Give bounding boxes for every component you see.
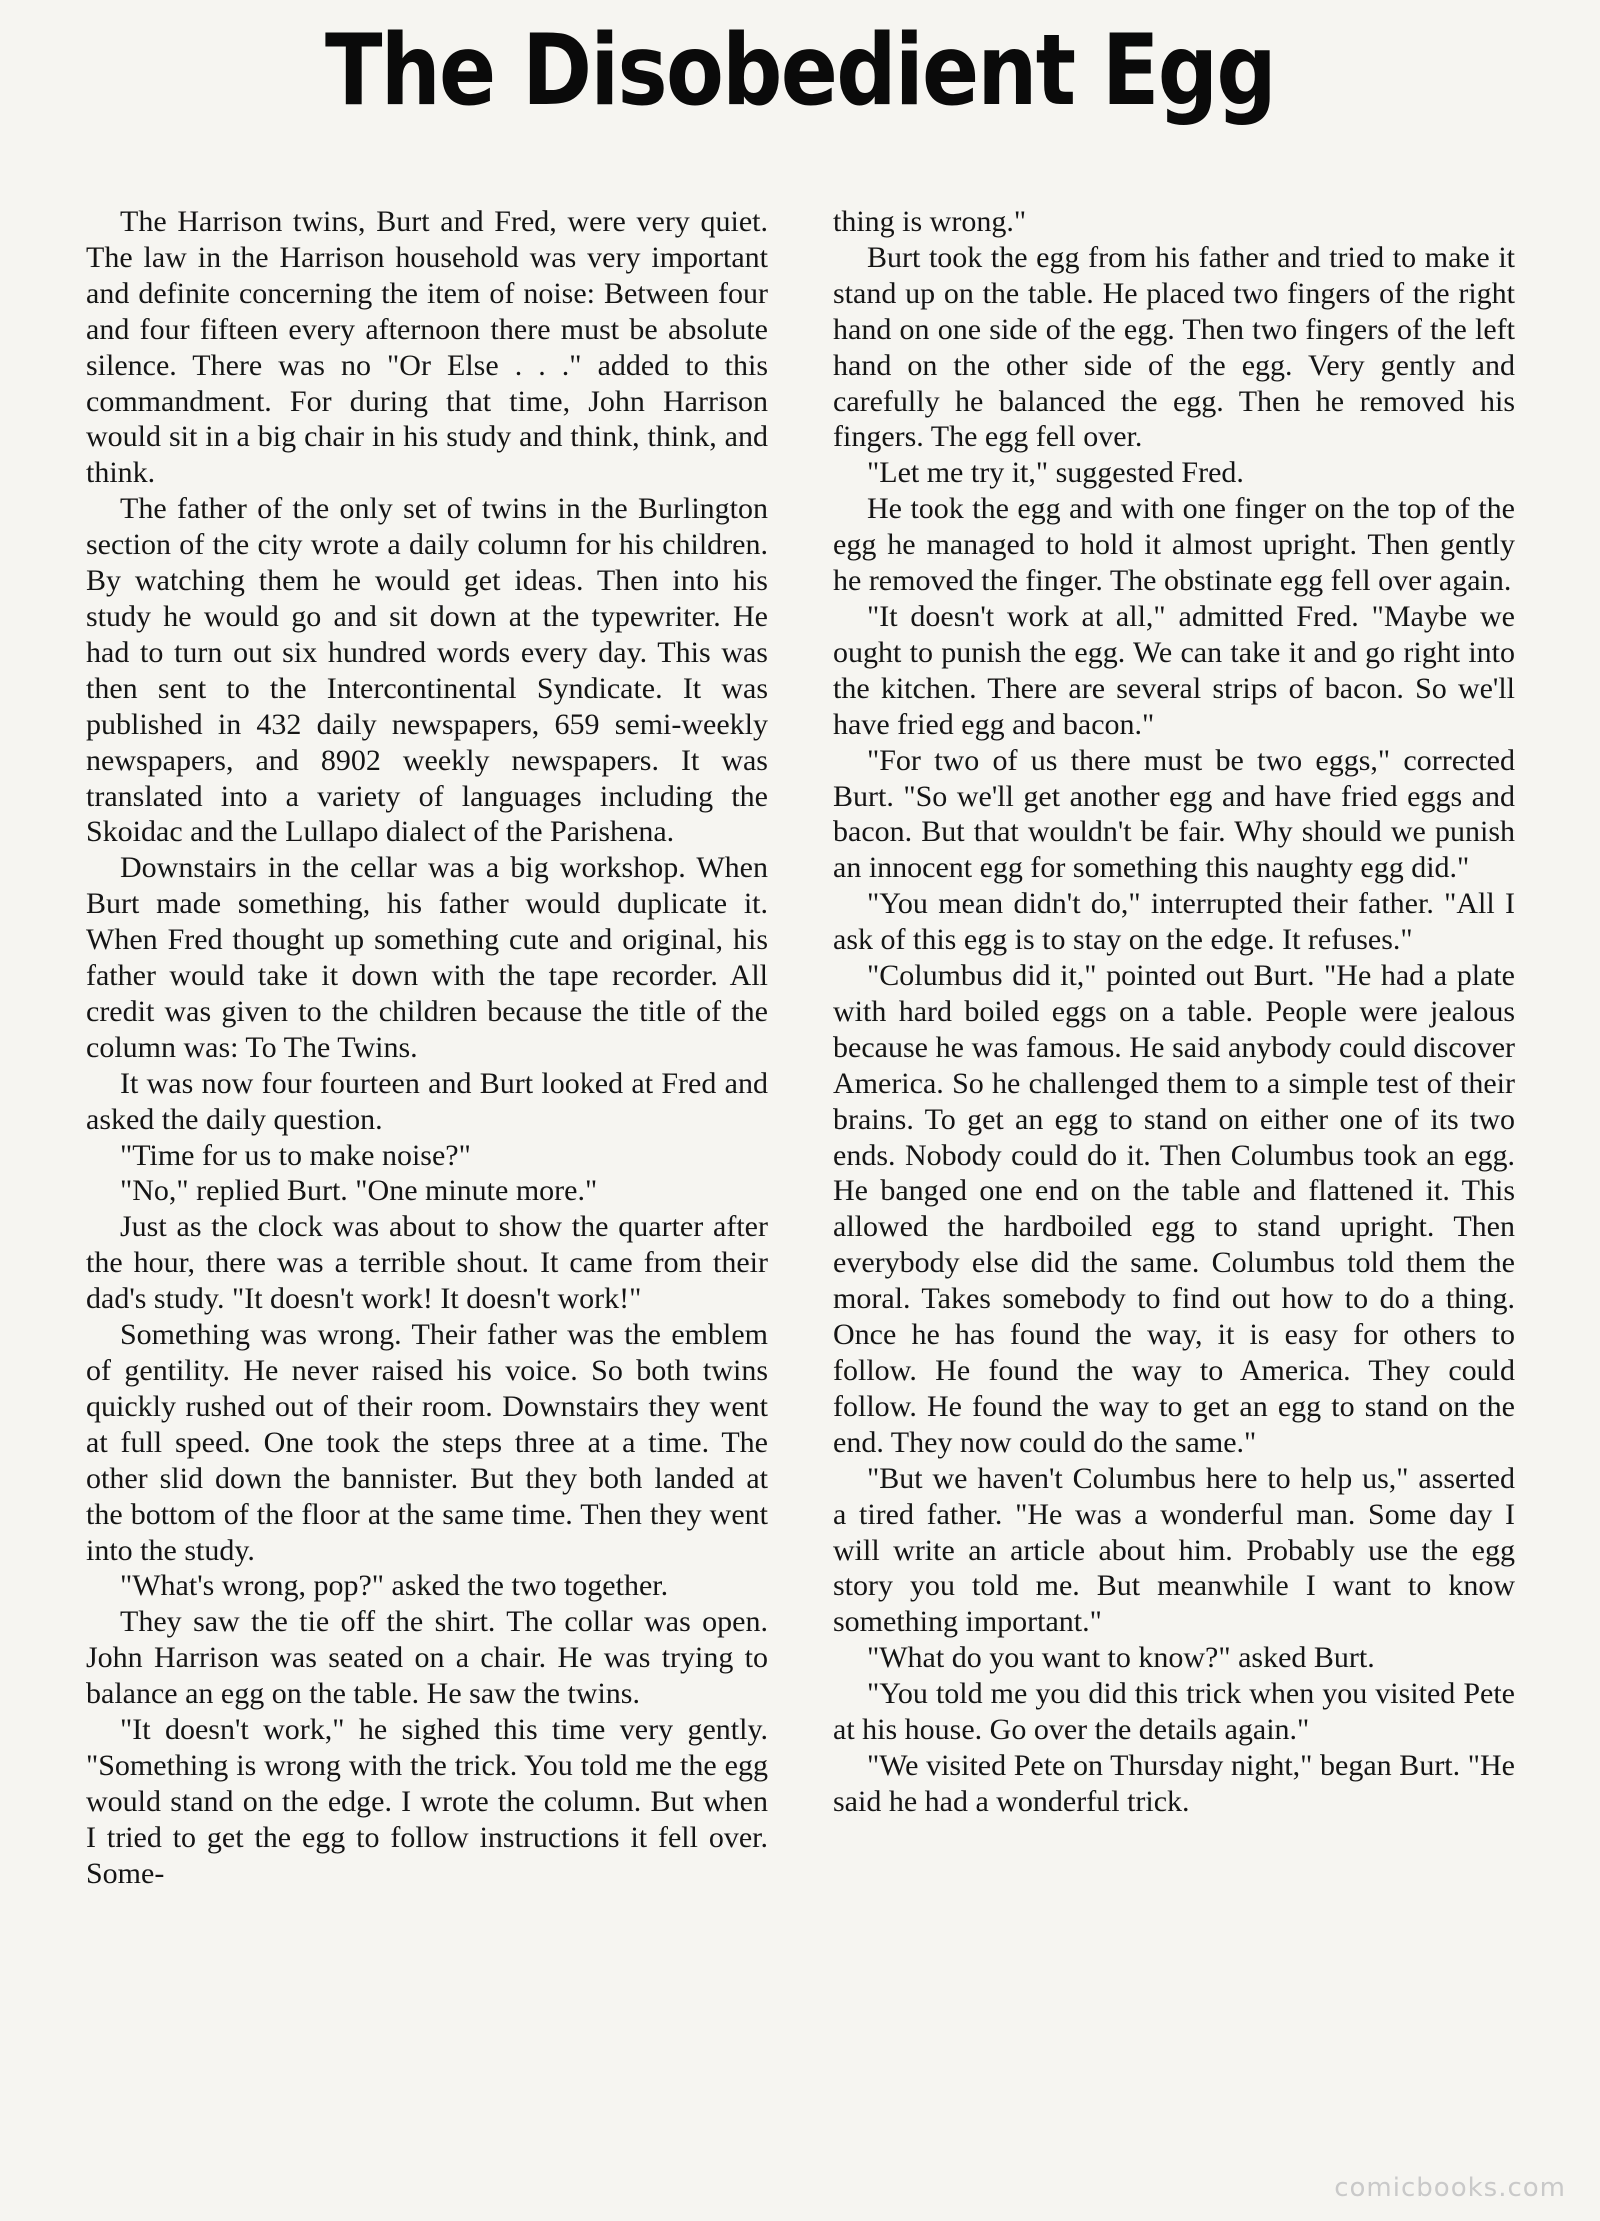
paragraph: "No," replied Burt. "One minute more.": [120, 1174, 598, 1208]
page-title: The Disobedient Egg: [325, 14, 1275, 128]
paragraph: Something was wrong. Their father was the emblem of gentility. He never raised his voice. So both twins quickly rushed out of their room. Downstairs they went at full speed. One took the steps three at a time. The other slid down the bannister. But they both landed at the bottom of the floor at the same time. Then they went into the study.: [86, 1318, 768, 1567]
paragraph: The father of the only set of twins in the Burlington section of the city wrote a daily column for his children. By watching them he would get ideas. Then into his study he would go and sit down at the typewriter. He had to turn out six hundred words every day. This was then sent to the Intercontinental Syndicate. It was published in 432 daily newspapers, 659 semi-weekly newspapers, and 8902 weekly newspapers. It was translated into a variety of languages including the Skoidac and the Lullapo dialect of the Parishena.: [86, 492, 768, 849]
paragraph: It was now four fourteen and Burt looked at Fred and asked the daily question.: [86, 1066, 768, 1136]
paragraph: "You mean didn't do," interrupted their father. "All I ask of this egg is to stay on the edge. It refuses.": [833, 887, 1515, 957]
paragraph: "It doesn't work at all," admitted Fred. "Maybe we ought to punish the egg. We can take it and go right into the kitchen. There are several strips of bacon. So we'll have fried egg and bacon.": [833, 599, 1515, 741]
left-column: [86, 204, 768, 1892]
paragraph: "Time for us to make noise?": [120, 1138, 471, 1172]
paragraph: Burt took the egg from his father and tried to make it stand up on the table. He placed two fingers of the right hand on one side of the egg. Then two fingers of the left hand on the other side of the egg. Very gently and carefully he balanced the egg. Then he removed his fingers. The egg fell over.: [833, 240, 1515, 454]
paragraph: "What do you want to know?" asked Burt.: [867, 1641, 1375, 1675]
watermark: comicbooks.com: [1334, 2173, 1566, 2203]
paragraph: Just as the clock was about to show the quarter after the hour, there was a terrible shout. It came from their dad's study. "It doesn't work! It doesn't work!": [86, 1210, 768, 1316]
paragraph: "But we haven't Columbus here to help us," asserted a tired father. "He was a wonderful man. Some day I will write an article about him. Probably use the egg story you told me. But meanwhile I want to know something important.": [833, 1461, 1515, 1639]
paragraph: "Columbus did it," pointed out Burt. "He had a plate with hard boiled eggs on a table. People were jealous because he was famous. He said anybody could discover America. So he challenged them to a simple test of their brains. To get an egg to stand on either one of its two ends. Nobody could do it. Then Columbus took an egg. He banged one end on the table and flattened it. This allowed the hardboiled egg to stand upright. Then everybody else did the same. Columbus told them the moral. Takes somebody to find out how to do a thing. Once he has found the way, it is easy for others to follow. He found the way to America. They could follow. He found the way to get an egg to stand on the end. They now could do the same.": [833, 959, 1515, 1459]
paragraph: "For two of us there must be two eggs," corrected Burt. "So we'll get another egg and have fried eggs and bacon. But that wouldn't be fair. Why should we punish an innocent egg for something this naughty egg did.": [833, 743, 1515, 885]
paragraph: "You told me you did this trick when you visited Pete at his house. Go over the details again.": [833, 1677, 1515, 1747]
paragraph: "We visited Pete on Thursday night," began Burt. "He said he had a wonderful trick.: [833, 1748, 1515, 1818]
paragraph: "What's wrong, pop?" asked the two together.: [120, 1569, 669, 1603]
paragraph: "It doesn't work," he sighed this time very gently. "Something is wrong with the trick. You told me the egg would stand on the edge. I wrote the column. But when I tried to get the egg to follow instructions it fell over. Some-: [86, 1713, 768, 1890]
paragraph: thing is wrong.": [833, 205, 1027, 238]
paragraph: The Harrison twins, Burt and Fred, were very quiet. The law in the Harrison household was very important and definite concerning the item of noise: Between four and four fifteen every afternoon there must be absolute silence. There was no "Or Else . . ." added to this commandment. For during that time, John Harrison would sit in a big chair in his study and think, think, and think.: [86, 205, 768, 490]
paragraph: They saw the tie off the shirt. The collar was open. John Harrison was seated on a chair. He was trying to balance an egg on the table. He saw the twins.: [86, 1605, 768, 1711]
paragraph: He took the egg and with one finger on the top of the egg he managed to hold it almost upright. Then gently he removed the finger. The obstinate egg fell over again.: [833, 492, 1515, 598]
paragraph: Downstairs in the cellar was a big workshop. When Burt made something, his father would duplicate it. When Fred thought up something cute and original, his father would take it down with the tape recorder. All credit was given to the children because the title of the column was: To The Twins.: [86, 851, 768, 1064]
paragraph: "Let me try it," suggested Fred.: [867, 456, 1244, 490]
right-column: [833, 204, 1515, 1820]
